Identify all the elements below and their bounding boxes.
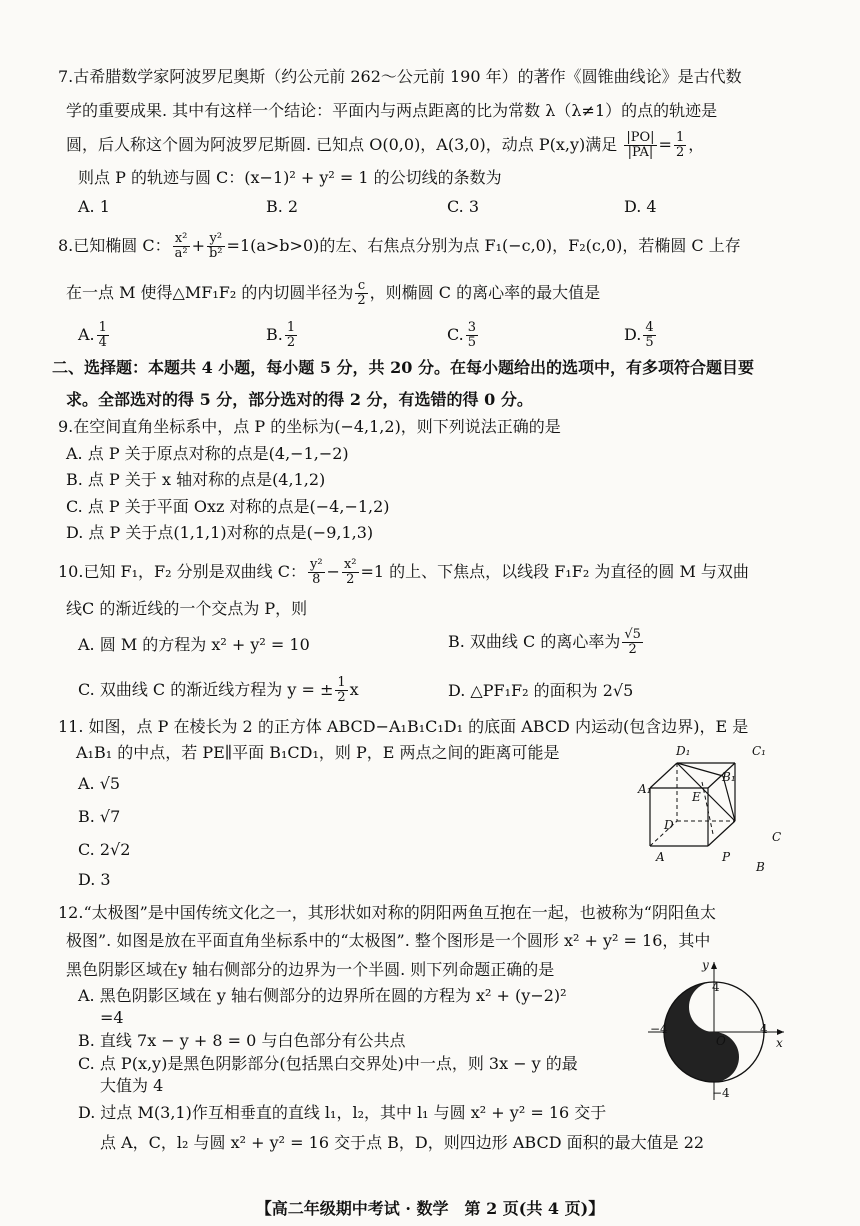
q7-option-a: A. 1 — [78, 197, 110, 216]
cube-label-a: A — [656, 850, 665, 864]
q8-radius-den: 2 — [357, 293, 366, 308]
taiji-label-top: 4 — [712, 980, 720, 994]
q8-option-a — [78, 321, 111, 350]
q10-y-den: 8 — [312, 572, 321, 587]
q9-stem: 9.在空间直角坐标系中，点 P 的坐标为(−4,1,2)，则下列说法正确的是 — [58, 417, 561, 436]
q8-option-c-den: 5 — [467, 335, 477, 350]
q8-option-b — [266, 321, 299, 350]
q8-x-num: x² — [173, 232, 190, 247]
q8-plus: + — [191, 236, 205, 255]
q8-option-d-label: D. — [624, 325, 642, 344]
q7-ratio-fraction — [624, 131, 656, 160]
q10-y-num: y² — [309, 557, 323, 572]
q11-option-c: C. 2√2 — [78, 840, 131, 859]
q9-option-a: A. 点 P 关于原点对称的点是(4,−1,−2) — [66, 444, 349, 463]
q8-y-num: y² — [207, 232, 225, 247]
q11-option-b: B. √7 — [78, 807, 121, 826]
cube-label-c1: C₁ — [752, 744, 766, 758]
q8-option-c-num: 3 — [467, 320, 477, 335]
q11-option-d: D. 3 — [78, 870, 111, 889]
q12-option-d-line1: D. 过点 M(3,1)作互相垂直的直线 l₁，l₂，其中 l₁ 与圆 x² + y² = 16 交于 — [78, 1103, 607, 1122]
q10-minus: − — [326, 562, 340, 581]
q8-x-den: a² — [174, 246, 188, 261]
q7-ratio-num: |PO| — [626, 130, 655, 145]
q10-x-num: x² — [343, 557, 357, 572]
q11-line1: 11. 如图，点 P 在棱长为 2 的正方体 ABCD−A₁B₁C₁D₁ 的底面 ABCD 内运动(包含边界)，E 是 — [58, 717, 749, 736]
q9-option-d: D. 点 P 关于点(1,1,1)对称的点是(−9,1,3) — [66, 523, 374, 542]
q8-x-fraction — [173, 232, 190, 261]
q8-option-c-label: C. — [447, 325, 464, 344]
cube-label-b: B — [756, 860, 765, 874]
q9-option-c: C. 点 P 关于平面 Oxz 对称的点是(−4,−1,2) — [66, 497, 390, 516]
taiji-label-x: x — [776, 1036, 783, 1050]
q10-line1-text: 10.已知 F₁，F₂ 分别是双曲线 C： — [58, 562, 306, 581]
q10-line2: 线C 的渐近线的一个交点为 P，则 — [66, 599, 308, 618]
q8-line1-rest: =1(a>b>0)的左、右焦点分别为点 F₁(−c,0)，F₂(c,0)，若椭圆 C 上存 — [226, 236, 741, 255]
q8-option-a-den: 4 — [98, 335, 107, 350]
q7-line3-text: 圆，后人称这个圆为阿波罗尼斯圆. 已知点 O(0,0)，A(3,0)，动点 P(x,y)满足 — [66, 135, 618, 154]
cube-label-b1: B₁ — [722, 770, 736, 784]
q12-option-a-line2: =4 — [100, 1008, 124, 1027]
q8-line2 — [66, 279, 600, 308]
q10-option-b-text: B. 双曲线 C 的离心率为 — [448, 632, 621, 651]
q8-line2-text: 在一点 M 使得△MF₁F₂ 的内切圆半径为 — [66, 283, 354, 302]
q10-option-c-fraction — [335, 676, 347, 705]
q12-line1: 12.“太极图”是中国传统文化之一，其形状如对称的阴阳两鱼互抱在一起，也被称为“阴阳鱼太 — [58, 903, 716, 922]
q7-option-d: D. 4 — [624, 197, 657, 216]
q10-y-fraction — [308, 558, 325, 587]
q8-radius-fraction — [355, 279, 367, 308]
q7-line3 — [66, 131, 704, 160]
taiji-label-bottom: −4 — [712, 1086, 730, 1100]
y-axis-arrow-icon — [711, 962, 717, 969]
q12-option-c-line2: 大值为 4 — [100, 1076, 164, 1095]
q8-option-c-fraction — [466, 321, 478, 350]
q8-option-b-fraction — [285, 321, 297, 350]
q12-line3: 黑色阴影区域在y 轴右侧部分的边界为一个半圆. 则下列命题正确的是 — [66, 960, 555, 979]
q7-option-b: B. 2 — [266, 197, 299, 216]
q9-option-b: B. 点 P 关于 x 轴对称的点是(4,1,2) — [66, 470, 326, 489]
q7-line2: 学的重要成果. 其中有这样一个结论：平面内与两点距离的比为常数 λ（λ≠1）的点的轨迹是 — [66, 101, 718, 120]
q10-line1-rest: =1 的上、下焦点，以线段 F₁F₂ 为直径的圆 M 与双曲 — [360, 562, 749, 581]
cube-label-c: C — [772, 830, 782, 844]
x-axis-arrow-icon — [777, 1029, 784, 1035]
taiji-label-right: 4 — [760, 1022, 768, 1036]
taiji-label-left: −4 — [650, 1022, 668, 1036]
q8-y-den: b² — [208, 246, 223, 261]
q8-option-c — [447, 321, 480, 350]
q8-radius-num: c — [355, 279, 367, 294]
cube-label-p: P — [722, 850, 731, 864]
q8-line2-rest: ，则椭圆 C 的离心率的最大值是 — [369, 283, 601, 302]
q10-option-b-fraction — [622, 628, 643, 657]
q10-line1 — [58, 558, 749, 587]
q8-y-fraction — [207, 232, 225, 261]
q10-option-c-den: 2 — [337, 690, 346, 705]
q10-option-b-den: 2 — [628, 642, 637, 657]
q8-option-b-den: 2 — [286, 335, 296, 350]
q8-option-d — [624, 321, 658, 350]
q7-rhs-den: 2 — [675, 145, 685, 160]
taiji-label-y: y — [702, 958, 709, 972]
q8-option-d-num: 4 — [645, 320, 654, 335]
cube-figure — [640, 738, 790, 848]
q10-option-a: A. 圆 M 的方程为 x² + y² = 10 — [78, 635, 310, 654]
q8-option-a-label: A. — [78, 325, 95, 344]
q12-option-b: B. 直线 7x − y + 8 = 0 与白色部分有公共点 — [78, 1031, 406, 1050]
q7-equals: = — [658, 135, 672, 154]
cube-label-a1: A₁ — [638, 782, 652, 796]
q7-line4: 则点 P 的轨迹与圆 C：(x−1)² + y² = 1 的公切线的条数为 — [78, 168, 502, 187]
q8-line1-text: 8.已知椭圆 C： — [58, 236, 171, 255]
q12-line2: 极图”. 如图是放在平面直角坐标系中的“太极图”. 整个图形是一个圆形 x² + y² = 16，其中 — [66, 931, 711, 950]
q10-option-b-num: √5 — [624, 627, 641, 642]
q10-x-den: 2 — [346, 572, 355, 587]
section2-heading-line2: 求。全部选对的得 5 分，部分选对的得 2 分，有选错的得 0 分。 — [66, 390, 533, 409]
q10-option-b — [448, 628, 645, 657]
q11-option-a: A. √5 — [78, 774, 121, 793]
q8-option-a-fraction — [97, 321, 109, 350]
q12-option-a-line1: A. 黑色阴影区域在 y 轴右侧部分的边界所在圆的方程为 x² + (y−2)² — [78, 986, 567, 1005]
q8-option-b-label: B. — [266, 325, 283, 344]
cube-label-d: D — [664, 818, 674, 832]
q7-ratio-den: |PA| — [627, 145, 654, 160]
page-footer: 【高二年级期中考试 · 数学 第 2 页(共 4 页)】 — [255, 1199, 605, 1218]
cube-label-e: E — [692, 790, 701, 804]
q8-option-a-num: 1 — [98, 320, 107, 335]
q7-line1: 7.古希腊数学家阿波罗尼奥斯（约公元前 262～公元前 190 年）的著作《圆锥曲线论》是古代数 — [58, 67, 742, 86]
q8-option-d-den: 5 — [645, 335, 654, 350]
q11-line2: A₁B₁ 的中点，若 PE∥平面 B₁CD₁，则 P，E 两点之间的距离可能是 — [76, 743, 560, 762]
q10-option-d: D. △PF₁F₂ 的面积为 2√5 — [448, 681, 634, 700]
q10-x-fraction — [342, 558, 359, 587]
q7-rhs-fraction — [674, 131, 686, 160]
q10-option-c-num: 1 — [337, 675, 346, 690]
cube-label-d1: D₁ — [676, 744, 691, 758]
q7-line3-end: ， — [688, 135, 705, 154]
taiji-label-o: O — [716, 1034, 726, 1048]
q10-option-c — [78, 676, 359, 705]
q12-option-d-line2: 点 A，C，l₂ 与圆 x² + y² = 16 交于点 B，D，则四边形 ABCD 面积的最大值是 22 — [100, 1133, 705, 1152]
q8-line1 — [58, 232, 741, 261]
q12-option-c-line1: C. 点 P(x,y)是黑色阴影部分(包括黑白交界处)中一点，则 3x − y 的最 — [78, 1054, 578, 1073]
q7-rhs-num: 1 — [675, 130, 685, 145]
q10-option-c-x: x — [349, 680, 359, 699]
q7-option-c: C. 3 — [447, 197, 480, 216]
q10-option-c-text: C. 双曲线 C 的渐近线方程为 y = ± — [78, 680, 334, 699]
q8-option-b-num: 1 — [286, 320, 296, 335]
section2-heading-line1: 二、选择题：本题共 4 小题，每小题 5 分，共 20 分。在每小题给出的选项中，有多项符合题目要 — [52, 358, 754, 377]
q8-option-d-fraction — [643, 321, 655, 350]
